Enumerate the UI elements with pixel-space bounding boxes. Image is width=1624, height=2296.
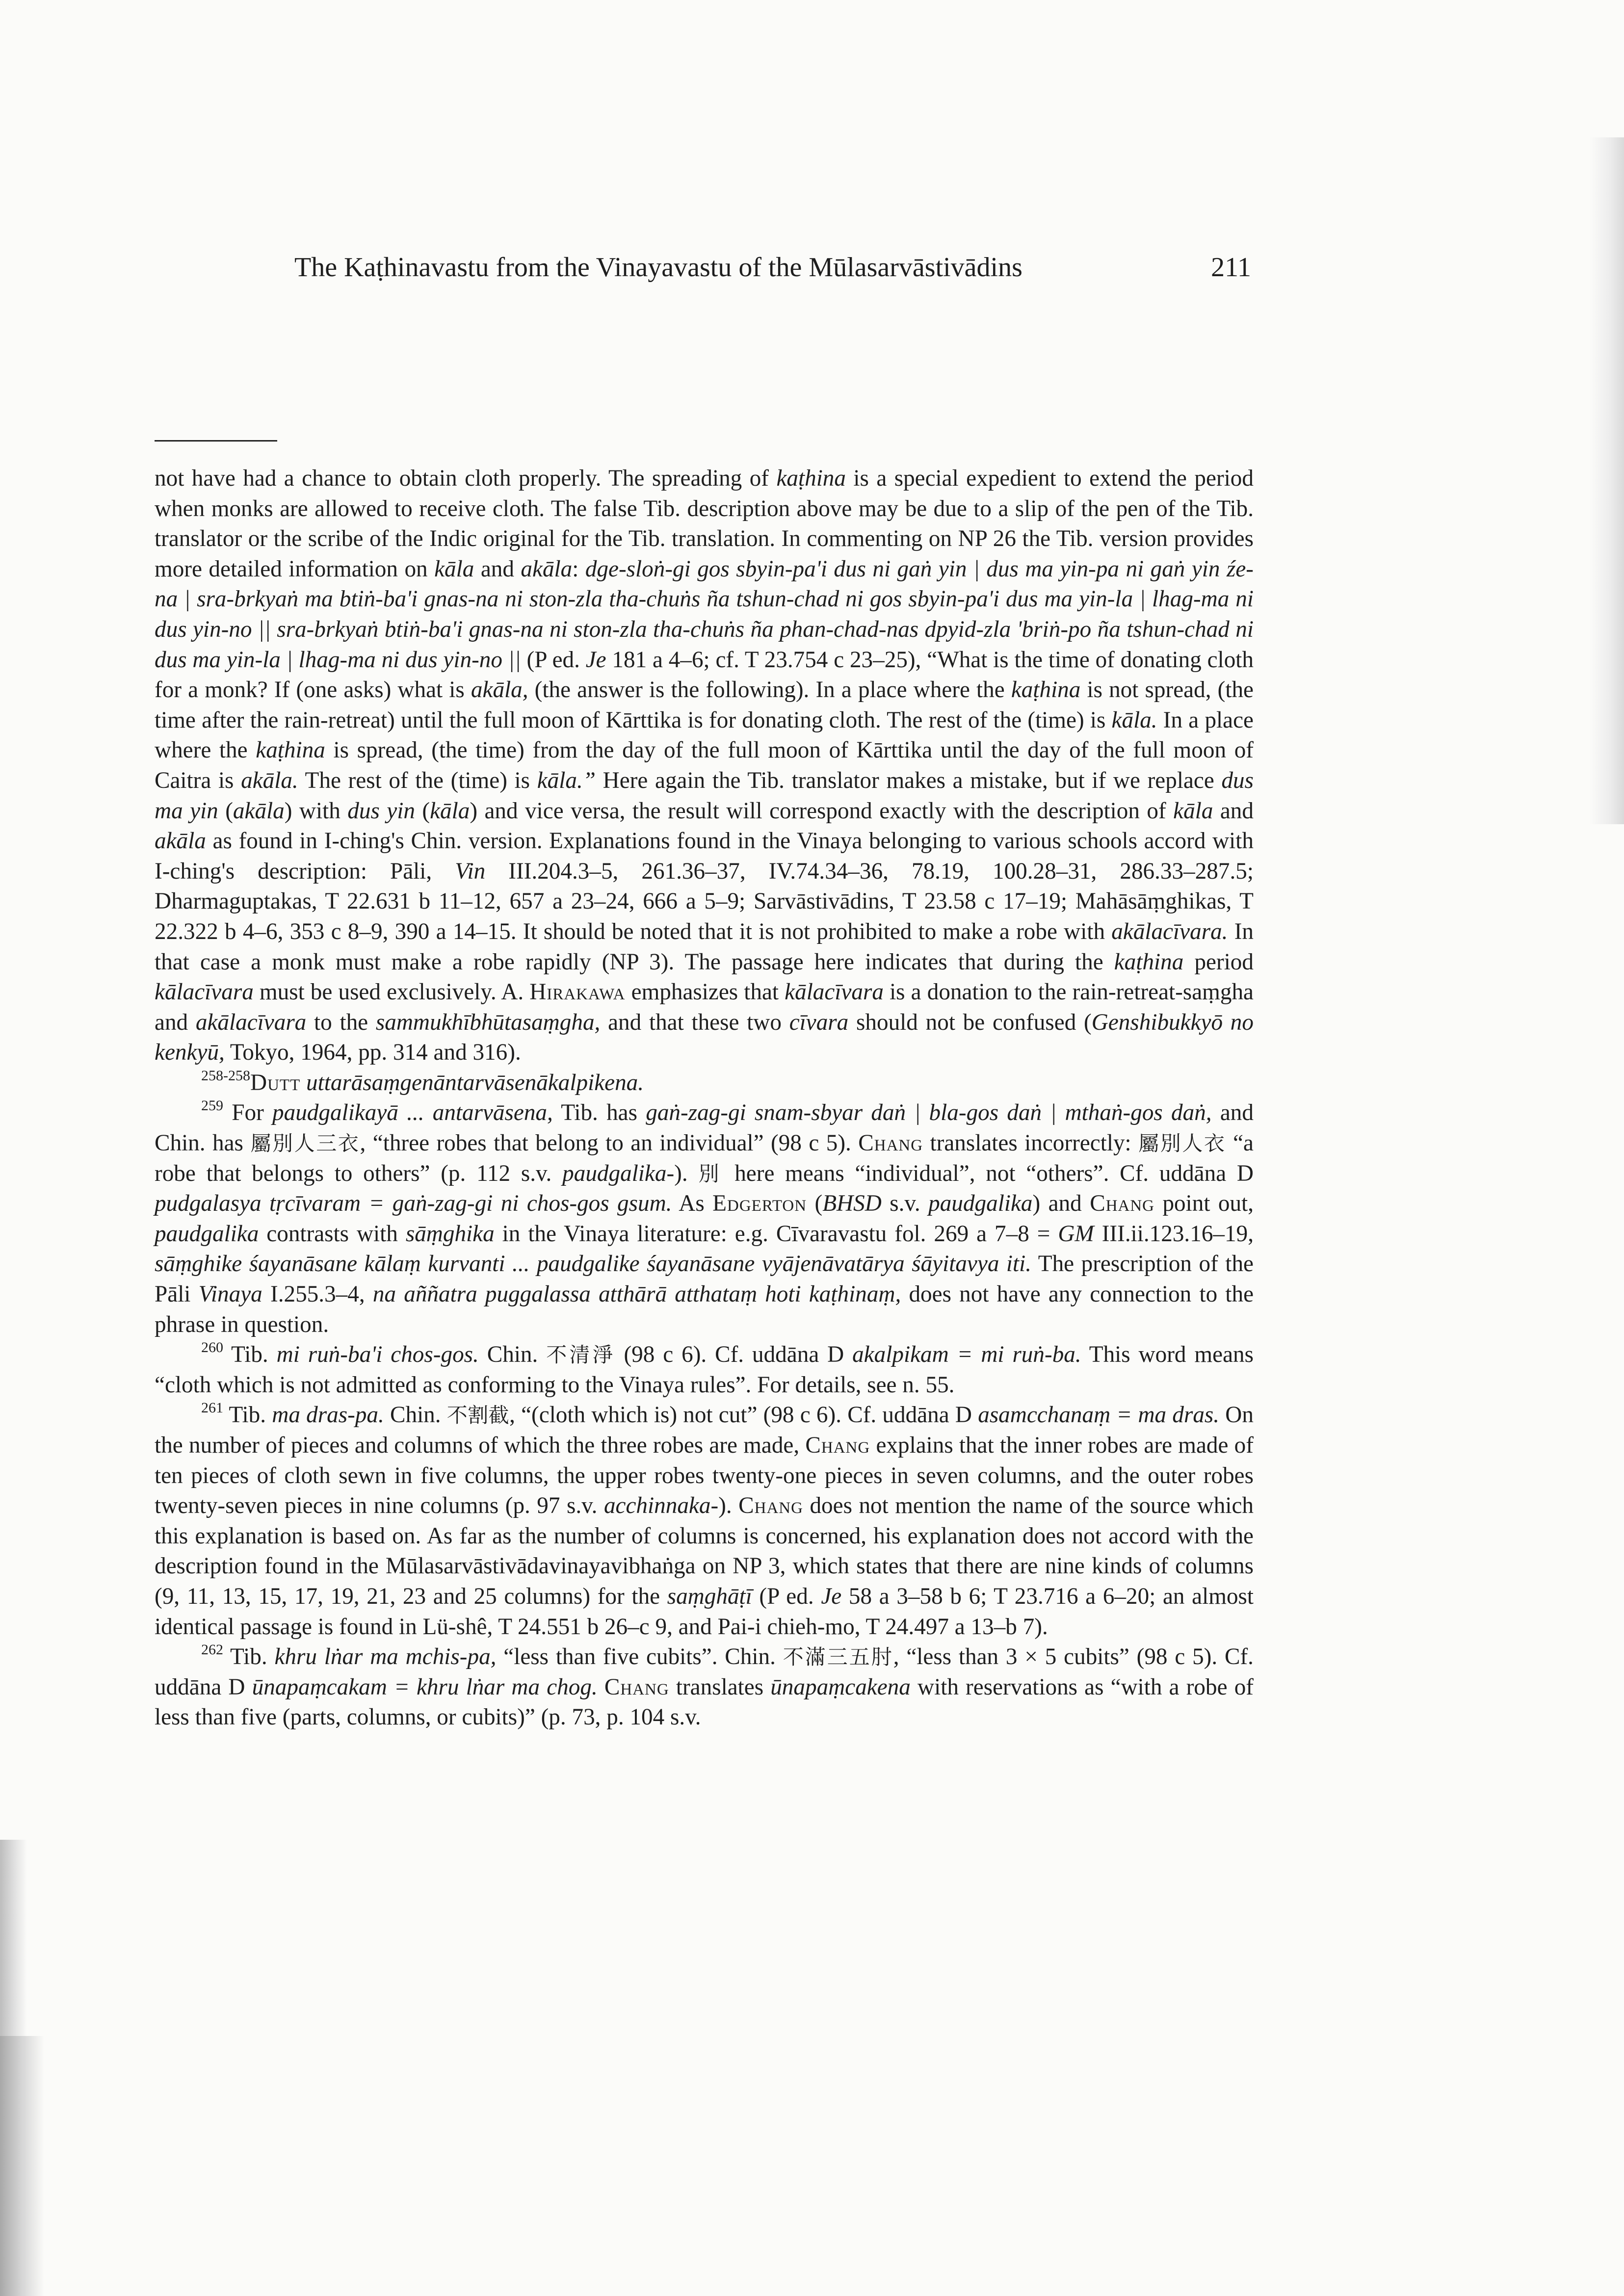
footnote-text: Tib.	[223, 1644, 275, 1670]
footnote-continuation	[155, 464, 1254, 1068]
italic-text: uttarāsaṃgenāntarvāsenākalpikena.	[306, 1070, 644, 1096]
italic-text: kāla.	[1111, 707, 1157, 733]
footnote-text: (	[218, 798, 233, 824]
italic-text: akalpikam = mi ruṅ-ba.	[852, 1342, 1081, 1368]
footnote-261	[155, 1400, 1254, 1642]
footnote-text: translates incorrectly:	[923, 1130, 1139, 1156]
italic-text: akālacīvara.	[1111, 918, 1228, 944]
footnote-text: The rest of the (time) is	[298, 767, 537, 793]
footnote-text: In a place where the	[155, 707, 1254, 763]
italic-text: sammukhībhūtasaṃgha,	[375, 1009, 601, 1035]
footnote-text: and	[474, 556, 521, 582]
italic-text: saṃghāṭī	[667, 1583, 752, 1609]
footnote-text: must be used exclusively. A.	[253, 979, 530, 1005]
scan-edge-shadow	[1590, 137, 1624, 824]
chinese-text: 不滿三五肘	[783, 1645, 893, 1670]
italic-text: ūnapaṃcakam = khru lṅar ma chog.	[252, 1674, 598, 1700]
italic-text: akāla.	[241, 767, 298, 793]
footnote-text: and	[1213, 798, 1254, 824]
footnote-text: is a donation to the rain-retreat-saṃgha and	[155, 979, 1254, 1035]
main-text-block	[155, 304, 1254, 407]
author-name: Chang	[805, 1433, 870, 1458]
italic-text: akāla	[155, 828, 206, 854]
italic-text: kaṭhina	[776, 466, 846, 491]
italic-text: Je	[585, 647, 606, 673]
italic-text: Vin	[455, 858, 486, 884]
footnote-text: (	[807, 1191, 823, 1217]
italic-text: akālacīvara	[195, 1009, 307, 1035]
footnote-text: Here again the Tib. translator makes a mistake, but if we replace	[596, 767, 1222, 793]
footnote-text: ) and vice versa, the result will correspond exactly with the description of	[470, 798, 1174, 824]
chinese-text: 別	[698, 1161, 724, 1186]
footnote-text: , “(cloth which is) not cut” (98 c 6). Cf. uddāna D	[509, 1402, 978, 1428]
footnote-text: (P ed.	[752, 1583, 821, 1609]
author-name: Dutt	[250, 1070, 301, 1096]
chinese-text: 屬別人衣	[1138, 1131, 1226, 1156]
footnote-text: s.v.	[881, 1191, 929, 1217]
italic-text: pudgalasya tṛcīvaram = gaṅ-zag-gi ni chos-gos gsum.	[155, 1191, 672, 1217]
footnote-258	[155, 1068, 1254, 1098]
italic-text: Vinaya	[198, 1281, 262, 1307]
footnote-text: 181 a 4–6; cf. T 23.754 c 23–25), “What is the time of donating cloth for a monk? If (one asks) what is	[155, 647, 1254, 703]
scan-edge-shadow	[0, 2036, 44, 2296]
footnote-text: not have had a chance to obtain cloth properly. The spreading of	[155, 466, 777, 491]
italic-text: kaṭhina	[256, 737, 325, 763]
footnote-text: point out,	[1154, 1191, 1254, 1217]
footnote-text: period	[1183, 949, 1254, 975]
footnote-text: ) and	[1032, 1191, 1090, 1217]
footnote-text: For	[223, 1100, 273, 1126]
author-name: Edgerton	[712, 1191, 807, 1217]
footnote-text: 58 a 3–58 b 6; T 23.716 a 6–20; an almost identical passage is found in Lü-shê, T 24.551 b 26–c 9, and Pai-i chieh-mo, T 24.497 a 13–b 7).	[155, 1583, 1254, 1640]
italic-text: ūnapaṃcakena	[770, 1674, 911, 1700]
footnote-text: with reservations as “with a robe of less than five (parts, columns, or cubits)” (p. 73, p. 104 s.v.	[155, 1674, 1254, 1730]
page-number: 211	[1211, 252, 1251, 283]
italic-text: GM	[1058, 1221, 1094, 1247]
italic-text: acchinnaka-	[603, 1493, 719, 1519]
italic-text: paudgalika	[155, 1221, 259, 1247]
footnote-number: 260	[201, 1339, 223, 1356]
footnote-text: , “less than 3 × 5 cubits” (98 c 5). Cf. uddāna D	[155, 1644, 1254, 1700]
italic-text: khru lṅar ma mchis-pa,	[274, 1644, 497, 1670]
italic-text: dge-sloṅ-gi gos sbyin-pa'i dus ni gaṅ yin | dus ma yin-pa ni gaṅ yin źe-na | sra-brkyaṅ ma btiṅ-ba'i gnas-na ni ston-zla tha-chuṅs ña tshun-chad ni gos sbyin-pa'i dus ma yin-la | lhag-ma ni dus yin-no || sra-brkyaṅ btiṅ-ba'i gnas-na ni ston-zla tha-chuṅs ña phan-chad-nas dpyid-zla 'briṅ-po ña tshun-chad ni dus ma yin-la | lhag-ma ni dus yin-no ||	[155, 556, 1254, 673]
author-name: Chang	[738, 1493, 803, 1519]
footnote-text: is spread, (the time) from the day of the full moon of Kārttika until the day of the full moon of Caitra is	[155, 737, 1254, 793]
footnote-text: “a robe that belongs to others” (p. 112 s.v.	[155, 1130, 1254, 1186]
footnote-text	[598, 1674, 604, 1700]
footnote-text: to the	[306, 1009, 376, 1035]
italic-text: mi ruṅ-ba'i chos-gos.	[276, 1342, 479, 1368]
italic-text: akāla,	[471, 677, 528, 703]
main-text-line	[155, 348, 1254, 397]
italic-text: asamcchanaṃ = ma dras.	[978, 1402, 1220, 1428]
footnote-text: does not have any connection to the phrase in question.	[155, 1281, 1254, 1337]
italic-text: BHSD	[822, 1191, 882, 1217]
footnote-text: , “three robes that belong to an individual” (98 c 5).	[360, 1130, 859, 1156]
chinese-text: 不清淨	[546, 1343, 616, 1367]
italic-text: kaṭhina	[1011, 677, 1081, 703]
footnote-text: emphasizes that	[625, 979, 785, 1005]
footnote-text: explains that the inner robes are made of ten pieces of cloth sewn in five columns, the upper robes twenty-one pieces in seven columns, and the outer robes twenty-seven pieces in nine columns (p. 97 s.v.	[155, 1433, 1254, 1519]
italic-text: Genshibukkyō no kenkyū,	[155, 1009, 1254, 1066]
running-title: The Kaṭhinavastu from the Vinayavastu of the Mūlasarvāstivādins	[294, 252, 1022, 283]
footnote-text: As	[672, 1191, 713, 1217]
footnote-text: (the answer is the following). In a place where the	[528, 677, 1011, 703]
footnote-text: as found in I-ching's Chin. version. Explanations found in the Vinaya belonging to various schools accord with I-ching's description: Pāli,	[155, 828, 1254, 884]
footnote-text: Tib.	[223, 1402, 272, 1428]
italic-text: Je	[821, 1583, 842, 1609]
chinese-text: 屬別人三衣	[250, 1131, 360, 1156]
footnote-number: 261	[201, 1400, 223, 1416]
footnote-text: “less than five cubits”. Chin.	[496, 1644, 783, 1670]
italic-text: kāla	[1173, 798, 1213, 824]
italic-text: kaṭhina	[1114, 949, 1184, 975]
footnote-text: III.204.3–5, 261.36–37, IV.74.34–36, 78.19, 100.28–31, 286.33–287.5; Dharmaguptakas, T 22.631 b 11–12, 657 a 23–24, 666 a 5–9; Sarvāstivādins, T 23.58 c 17–19; Mahāsāṃghikas, T 22.322 b 4–6, 353 c 8–9, 390 a 14–15. It should be noted that it is not prohibited to make a robe with	[155, 858, 1254, 944]
footnote-separator	[155, 440, 277, 442]
author-name: Chang	[1090, 1191, 1155, 1217]
italic-text: kālacīvara	[785, 979, 884, 1005]
footnote-text: On the number of pieces and columns of which the three robes are made,	[155, 1402, 1254, 1458]
footnote-text: in the Vinaya literature: e.g. Cīvaravastu fol. 269 a 7–8 =	[494, 1221, 1058, 1247]
footnote-text: Tib.	[223, 1342, 277, 1368]
footnote-text: In that case a monk must make a robe rapidly (NP 3). The passage here indicates that during the	[155, 918, 1254, 975]
footnote-262	[155, 1642, 1254, 1733]
footnote-number: 262	[201, 1642, 223, 1658]
italic-text: ma dras-pa.	[272, 1402, 384, 1428]
italic-text: gaṅ-zag-gi snam-sbyar daṅ | bla-gos daṅ | mthaṅ-gos daṅ,	[646, 1100, 1212, 1126]
italic-text: sāṃghika	[405, 1221, 495, 1247]
footnote-text: here means “individual”, not “others”. Cf. uddāna D	[724, 1160, 1254, 1186]
footnote-text: (	[415, 798, 430, 824]
footnote-text: :	[572, 556, 585, 582]
footnote-text: does not mention the name of the source which this explanation is based on. As far as the number of columns is concerned, his explanation does not accord with the description found in the Mūlasarvāstivādavinayavibhaṅga on NP 3, which states that there are nine kinds of columns (9, 11, 13, 15, 17, 19, 21, 23 and 25 columns) for the	[155, 1493, 1254, 1609]
footnote-text: is not spread, (the time after the rain-retreat) until the full moon of Kārttika is for donating cloth. The rest of the (time) is	[155, 677, 1254, 733]
italic-text: akāla	[233, 798, 285, 824]
footnote-text: The prescription of the Pāli	[155, 1251, 1254, 1307]
author-name: Hirakawa	[529, 979, 626, 1005]
main-text-line	[155, 304, 1254, 353]
footnote-text: and that these two	[600, 1009, 789, 1035]
footnote-text: ) with	[284, 798, 348, 824]
italic-text: na aññatra puggalassa atthārā atthataṃ hoti kaṭhinaṃ,	[372, 1281, 901, 1307]
italic-text: sāṃghike śayanāsane kālaṃ kurvanti ... paudgalike śayanāsane vyājenāvatārya śāyitavya iti.	[155, 1251, 1032, 1277]
italic-text: dus yin	[347, 798, 415, 824]
footnote-number: 258-258	[201, 1067, 250, 1084]
footnote-text: and Chin. has	[155, 1100, 1254, 1156]
footnote-text: ).	[674, 1160, 699, 1186]
footnote-text: Chin.	[384, 1402, 447, 1428]
italic-text: cīvara	[789, 1009, 849, 1035]
footnote-text: Tokyo, 1964, pp. 314 and 316).	[224, 1040, 521, 1066]
footnote-text: is a special expedient to extend the period when monks are allowed to receive cloth. The false Tib. description above may be due to a slip of the pen of the Tib. translator or the scribe of the Indic original for the Tib. translation. In commenting on NP 26 the Tib. version provides more detailed information on	[155, 466, 1254, 582]
italic-text: dus ma yin	[155, 767, 1254, 824]
footnote-text: Tib. has	[552, 1100, 646, 1126]
footnote-259	[155, 1098, 1254, 1340]
footnote-text: ).	[718, 1493, 739, 1519]
chinese-text: 不割截	[446, 1403, 510, 1428]
author-name: Chang	[858, 1130, 923, 1156]
author-name: Chang	[604, 1674, 669, 1700]
italic-text: akāla	[521, 556, 573, 582]
footnote-text: should not be confused (	[848, 1009, 1092, 1035]
italic-text: paudgalikayā ... antarvāsena,	[272, 1100, 553, 1126]
italic-text: paudgalika-	[562, 1160, 675, 1186]
italic-text: paudgalika	[928, 1191, 1033, 1217]
footnote-number: 259	[201, 1097, 223, 1114]
footnote-260	[155, 1340, 1254, 1400]
footnote-text: translates	[669, 1674, 771, 1700]
footnotes	[155, 464, 1254, 2254]
footnote-text: contrasts with	[259, 1221, 406, 1247]
footnote-text: I.255.3–4,	[262, 1281, 373, 1307]
italic-text: kālacīvara	[155, 979, 254, 1005]
footnote-text: (P ed.	[521, 647, 586, 673]
italic-text: kāla	[434, 556, 474, 582]
italic-text: kāla	[430, 798, 470, 824]
footnote-text	[300, 1070, 306, 1096]
footnote-text: (98 c 6). Cf. uddāna D	[615, 1342, 853, 1368]
footnote-text: III.ii.123.16–19,	[1094, 1221, 1254, 1247]
footnote-text: This word means “cloth which is not admitted as conforming to the Vinaya rules”. For details, see n. 55.	[155, 1342, 1254, 1398]
italic-text: kāla.”	[537, 767, 596, 793]
footnote-text: Chin.	[478, 1342, 547, 1368]
